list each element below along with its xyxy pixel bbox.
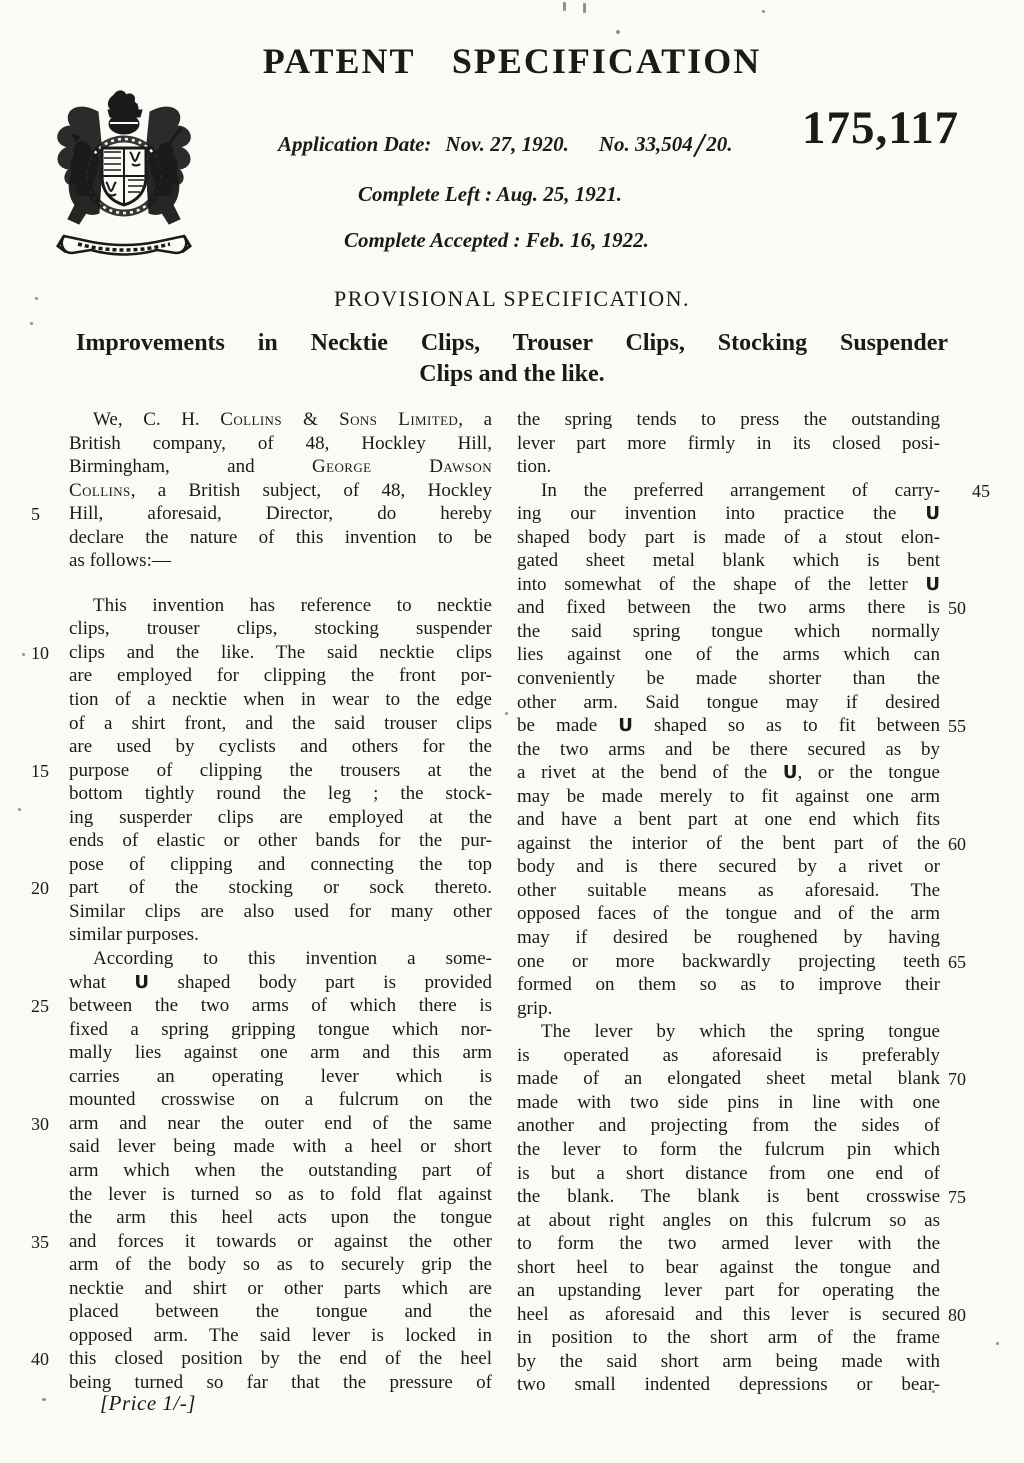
text-segment: between the two arms of which there is: [69, 995, 492, 1017]
text-line: [517, 620, 940, 644]
text-line: [517, 879, 940, 903]
text-line: [31, 994, 492, 1018]
application-date-label: Application Date:: [278, 132, 432, 156]
text-line: [69, 664, 492, 688]
text-line: [517, 1185, 966, 1209]
margin-line-number: 55: [948, 716, 966, 737]
text-line: [517, 1114, 940, 1138]
margin-line-number: 70: [948, 1069, 966, 1090]
margin-line-number: 65: [948, 951, 966, 972]
text-segment: made of an elongated sheet metal blank: [517, 1068, 940, 1090]
text-line: [69, 1088, 492, 1112]
text-line: [69, 432, 492, 456]
margin-line-number: 15: [31, 760, 49, 781]
text-line: [517, 1326, 940, 1350]
text-segment: mounted crosswise on a fulcrum on the: [69, 1089, 492, 1111]
text-line: [69, 1159, 492, 1183]
text-segment: arm which when the outstanding part of: [69, 1159, 492, 1181]
text-segment: by the said short arm being made with: [517, 1350, 940, 1372]
text-line: [517, 1373, 940, 1397]
text-line: [69, 806, 492, 830]
text-line: [31, 1112, 492, 1136]
text-line: [517, 714, 966, 738]
text-line: [517, 596, 966, 620]
text-segment: pose of clipping and connecting the top: [69, 853, 492, 875]
text-line: [69, 688, 492, 712]
text-segment: two small indented depressions or bear-: [517, 1374, 940, 1396]
u-shape-glyph: U: [925, 503, 940, 525]
margin-line-number: 60: [948, 833, 966, 854]
text-segment: said lever being made with a heel or short: [69, 1136, 492, 1158]
text-segment: Similar clips are also used for many other: [69, 900, 492, 922]
text-line: [69, 617, 492, 641]
text-line: [31, 759, 492, 783]
text-segment: gated sheet metal blank which is bent: [517, 550, 940, 572]
text-segment: Birmingham, and: [69, 456, 313, 478]
scan-speck: [616, 30, 620, 34]
complete-accepted-line: Complete Accepted : Feb. 16, 1922.: [344, 228, 649, 252]
text-segment: The lever by which the spring tongue: [541, 1021, 940, 1043]
margin-line-number: 50: [948, 598, 966, 619]
text-line: [69, 735, 492, 759]
text-line: [517, 785, 940, 809]
text-segment: the lever is turned so as to fold flat against: [69, 1183, 492, 1205]
text-line: [517, 973, 940, 997]
scan-speck: [996, 1342, 999, 1345]
text-segment: similar purposes.: [69, 924, 199, 946]
text-line: [517, 691, 940, 715]
text-segment: against the interior of the bent part of the: [517, 832, 940, 854]
application-number: No. 33,504: [598, 132, 693, 156]
text-segment: formed on them so as to improve their: [517, 974, 940, 996]
text-segment: the two arms and be there secured as by: [517, 738, 940, 760]
margin-line-number: 35: [31, 1231, 49, 1252]
text-line: [517, 1350, 940, 1374]
text-line: [69, 947, 492, 971]
text-line: [517, 1303, 966, 1327]
text-line: [69, 1135, 492, 1159]
text-segment: fixed a spring gripping tongue which nor-: [69, 1018, 492, 1040]
text-segment: Hill, aforesaid, Director, do hereby: [69, 503, 492, 525]
text-segment: British company, of 48, Hockley Hill,: [69, 432, 492, 454]
text-segment: clips and the like. The said necktie clips: [69, 641, 492, 663]
text-segment: the spring tends to press the outstanding: [517, 409, 940, 430]
scan-speck: [505, 712, 508, 715]
text-segment: body and is there secured by a rivet or: [517, 856, 940, 878]
text-line: [517, 573, 940, 597]
small-caps-name: Collins & Sons Limited: [220, 409, 459, 430]
scan-speck: [42, 1398, 46, 1401]
royal-coat-of-arms: [38, 90, 210, 266]
text-line: [517, 479, 990, 503]
text-segment: an upstanding lever part for operating the: [517, 1280, 940, 1302]
text-line: [517, 761, 940, 785]
fraction-slash: /: [694, 127, 705, 164]
text-segment: lies against one of the arms which can: [517, 644, 940, 666]
text-segment: may be made merely to fit against one arm: [517, 785, 940, 807]
application-date-line: [278, 127, 733, 164]
text-segment: to form the two armed lever with the: [517, 1233, 940, 1255]
text-segment: of a shirt front, and the said trouser clips: [69, 712, 492, 734]
text-segment: ing susperder clips are employed at the: [69, 806, 492, 828]
invention-title-line1: Improvements in Necktie Clips, Trouser Clips, Stocking Suspender: [76, 330, 948, 356]
document-title: PATENT SPECIFICATION: [262, 41, 762, 81]
text-segment: In the preferred arrangement of carry-: [541, 479, 940, 501]
text-segment: shaped so as to fit between: [632, 715, 940, 737]
text-line: [517, 1044, 940, 1068]
text-line: [69, 923, 492, 947]
scan-speck: [762, 10, 765, 13]
application-date-value: Nov. 27, 1920.: [445, 132, 569, 156]
text-segment: as follows:—: [69, 550, 171, 572]
text-segment: necktie and shirt or other parts which are: [69, 1277, 492, 1299]
body-column-right: [517, 408, 990, 1397]
text-segment: tion.: [517, 456, 552, 478]
scan-speck: [18, 808, 21, 811]
text-segment: what: [69, 971, 135, 993]
text-segment: purpose of clipping the trousers at the: [69, 759, 492, 781]
text-segment: placed between the tongue and the: [69, 1301, 492, 1323]
scan-speck: [583, 3, 586, 13]
text-line: [517, 855, 940, 879]
text-segment: in position to the short arm of the frame: [517, 1327, 940, 1349]
text-segment: the blank. The blank is bent crosswise: [517, 1186, 940, 1208]
u-shape-glyph: U: [925, 573, 940, 595]
text-line: [31, 1230, 492, 1254]
text-segment: part of the stocking or sock thereto.: [69, 877, 492, 899]
text-line: [517, 643, 940, 667]
text-segment: are employed for clipping the front por-: [69, 665, 492, 687]
text-line: [69, 1206, 492, 1230]
text-line: [69, 408, 492, 432]
text-line: [517, 526, 940, 550]
text-line: [517, 902, 940, 926]
text-line: [517, 926, 940, 950]
u-shape-glyph: U: [618, 715, 633, 737]
text-segment: arm and near the outer end of the same: [69, 1112, 492, 1134]
text-segment: clips, trouser clips, stocking suspender: [69, 618, 492, 640]
text-line: [69, 1065, 492, 1089]
text-segment: opposed arm. The said lever is locked in: [69, 1324, 492, 1346]
text-segment: shaped body part is made of a stout elon-: [517, 526, 940, 548]
text-segment: this closed position by the end of the heel: [69, 1348, 492, 1370]
text-line: [517, 950, 966, 974]
text-line: [517, 502, 940, 526]
invention-title-line2: Clips and the like.: [419, 361, 605, 387]
coat-of-arms-graphic: [38, 90, 210, 266]
small-caps-name: George Dawson: [312, 456, 492, 478]
text-segment: , a British subject, of 48, Hockley: [130, 479, 492, 501]
margin-line-number: 25: [31, 996, 49, 1017]
text-segment: declare the nature of this invention to be: [69, 526, 492, 548]
text-line: [517, 808, 940, 832]
complete-left-line: Complete Left : Aug. 25, 1921.: [358, 182, 623, 206]
text-line: [31, 502, 492, 526]
text-segment: short heel to bear against the tongue and: [517, 1256, 940, 1278]
text-line: [517, 549, 940, 573]
text-segment: is operated as aforesaid is preferably: [517, 1044, 940, 1066]
text-line: [517, 408, 940, 432]
text-segment: at about right angles on this fulcrum so as: [517, 1209, 940, 1231]
text-line: [31, 641, 492, 665]
text-line: [517, 1279, 940, 1303]
text-segment: and forces it towards or against the other: [69, 1230, 492, 1252]
text-line: [517, 1067, 966, 1091]
margin-line-number: 40: [31, 1349, 49, 1370]
margin-line-number: 10: [31, 642, 49, 663]
patent-number: 175,117: [802, 102, 960, 154]
text-line: [69, 1300, 492, 1324]
scan-speck: [563, 2, 566, 11]
text-segment: shaped body part is provided: [149, 971, 492, 993]
scan-speck: [22, 653, 25, 656]
text-segment: and fixed between the two arms there is: [517, 597, 940, 619]
text-segment: , a: [458, 409, 492, 430]
text-segment: heel as aforesaid and this lever is secured: [517, 1303, 940, 1325]
small-caps-name: Collins: [69, 479, 131, 501]
text-line: [517, 1138, 940, 1162]
text-segment: other arm. Said tongue may if desired: [517, 691, 940, 713]
text-segment: grip.: [517, 997, 553, 1019]
text-segment: bottom tightly round the leg ; the stock-: [69, 783, 492, 805]
text-line: [69, 1277, 492, 1301]
text-segment: carries an operating lever which is: [69, 1065, 492, 1087]
text-line: [31, 1347, 492, 1371]
text-segment: a rivet at the bend of the: [517, 762, 783, 784]
text-line: [517, 738, 940, 762]
text-segment: ing our invention into practice the: [517, 503, 926, 525]
scan-speck: [30, 322, 33, 325]
text-segment: ends of elastic or other bands for the pur-: [69, 830, 492, 852]
text-line: [69, 1018, 492, 1042]
text-segment: is but a short distance from one end of: [517, 1162, 940, 1184]
margin-line-number: 80: [948, 1304, 966, 1325]
text-line: [517, 1162, 940, 1186]
text-segment: mally lies against one arm and this arm: [69, 1042, 492, 1064]
text-line: [517, 1020, 940, 1044]
text-segment: According to this invention a some-: [93, 948, 492, 970]
text-segment: arm of the body so as to securely grip the: [69, 1254, 492, 1276]
text-line: [517, 1209, 940, 1233]
text-line: [69, 1253, 492, 1277]
margin-line-number: 20: [31, 878, 49, 899]
text-segment: one or more backwardly projecting teeth: [517, 950, 940, 972]
margin-line-number: 5: [31, 504, 40, 525]
margin-line-number: 75: [948, 1187, 966, 1208]
text-segment: , or the tongue: [797, 762, 940, 784]
text-line: [517, 667, 940, 691]
text-segment: being turned so far that the pressure of: [69, 1371, 492, 1393]
u-shape-glyph: U: [134, 971, 150, 993]
text-line: [517, 432, 940, 456]
text-line: [517, 1256, 940, 1280]
text-line: [69, 1183, 492, 1207]
text-line: [69, 1324, 492, 1348]
text-line: [69, 549, 492, 573]
body-column-left: [31, 408, 492, 1394]
text-line: [517, 997, 940, 1021]
price-note: [Price 1/-]: [100, 1391, 196, 1415]
margin-line-number: 45: [972, 480, 990, 501]
text-segment: This invention has reference to necktie: [93, 594, 492, 616]
text-segment: be made: [517, 715, 619, 737]
text-line: [517, 455, 940, 479]
text-segment: lever part more firmly in its closed posi-: [517, 432, 940, 454]
text-line: [517, 832, 966, 856]
text-segment: tion of a necktie when in wear to the edge: [69, 689, 492, 711]
text-line: [517, 1232, 940, 1256]
text-segment: and have a bent part at one end which fits: [517, 809, 940, 831]
text-segment: into somewhat of the shape of the letter: [517, 573, 926, 595]
text-line: [69, 479, 492, 503]
text-segment: We, C. H.: [93, 409, 221, 430]
u-shape-glyph: U: [782, 762, 798, 784]
text-segment: the said spring tongue which normally: [517, 620, 940, 642]
text-line: [69, 900, 492, 924]
text-line: [69, 782, 492, 806]
text-segment: the arm this heel acts upon the tongue: [69, 1207, 492, 1229]
text-line: [69, 971, 492, 995]
text-line: [69, 526, 492, 550]
text-line: [69, 853, 492, 877]
section-heading: PROVISIONAL SPECIFICATION.: [334, 286, 690, 311]
text-segment: are used by cyclists and others for the: [69, 736, 492, 758]
text-segment: may if desired be roughened by having: [517, 927, 940, 949]
text-segment: the lever to form the fulcrum pin which: [517, 1138, 940, 1160]
text-line: [517, 1091, 940, 1115]
text-line: [69, 455, 492, 479]
text-line: [69, 712, 492, 736]
text-segment: other suitable means as aforesaid. The: [517, 879, 940, 901]
text-segment: made with two side pins in line with one: [517, 1091, 940, 1113]
text-segment: opposed faces of the tongue and of the arm: [517, 903, 940, 925]
text-line: [69, 829, 492, 853]
text-line: [69, 1041, 492, 1065]
text-segment: another and projecting from the sides of: [517, 1115, 940, 1137]
text-line: [69, 594, 492, 618]
application-number-year: 20.: [706, 132, 733, 156]
text-segment: conveniently be made shorter than the: [517, 668, 940, 690]
margin-line-number: 30: [31, 1113, 49, 1134]
text-line: [31, 876, 492, 900]
